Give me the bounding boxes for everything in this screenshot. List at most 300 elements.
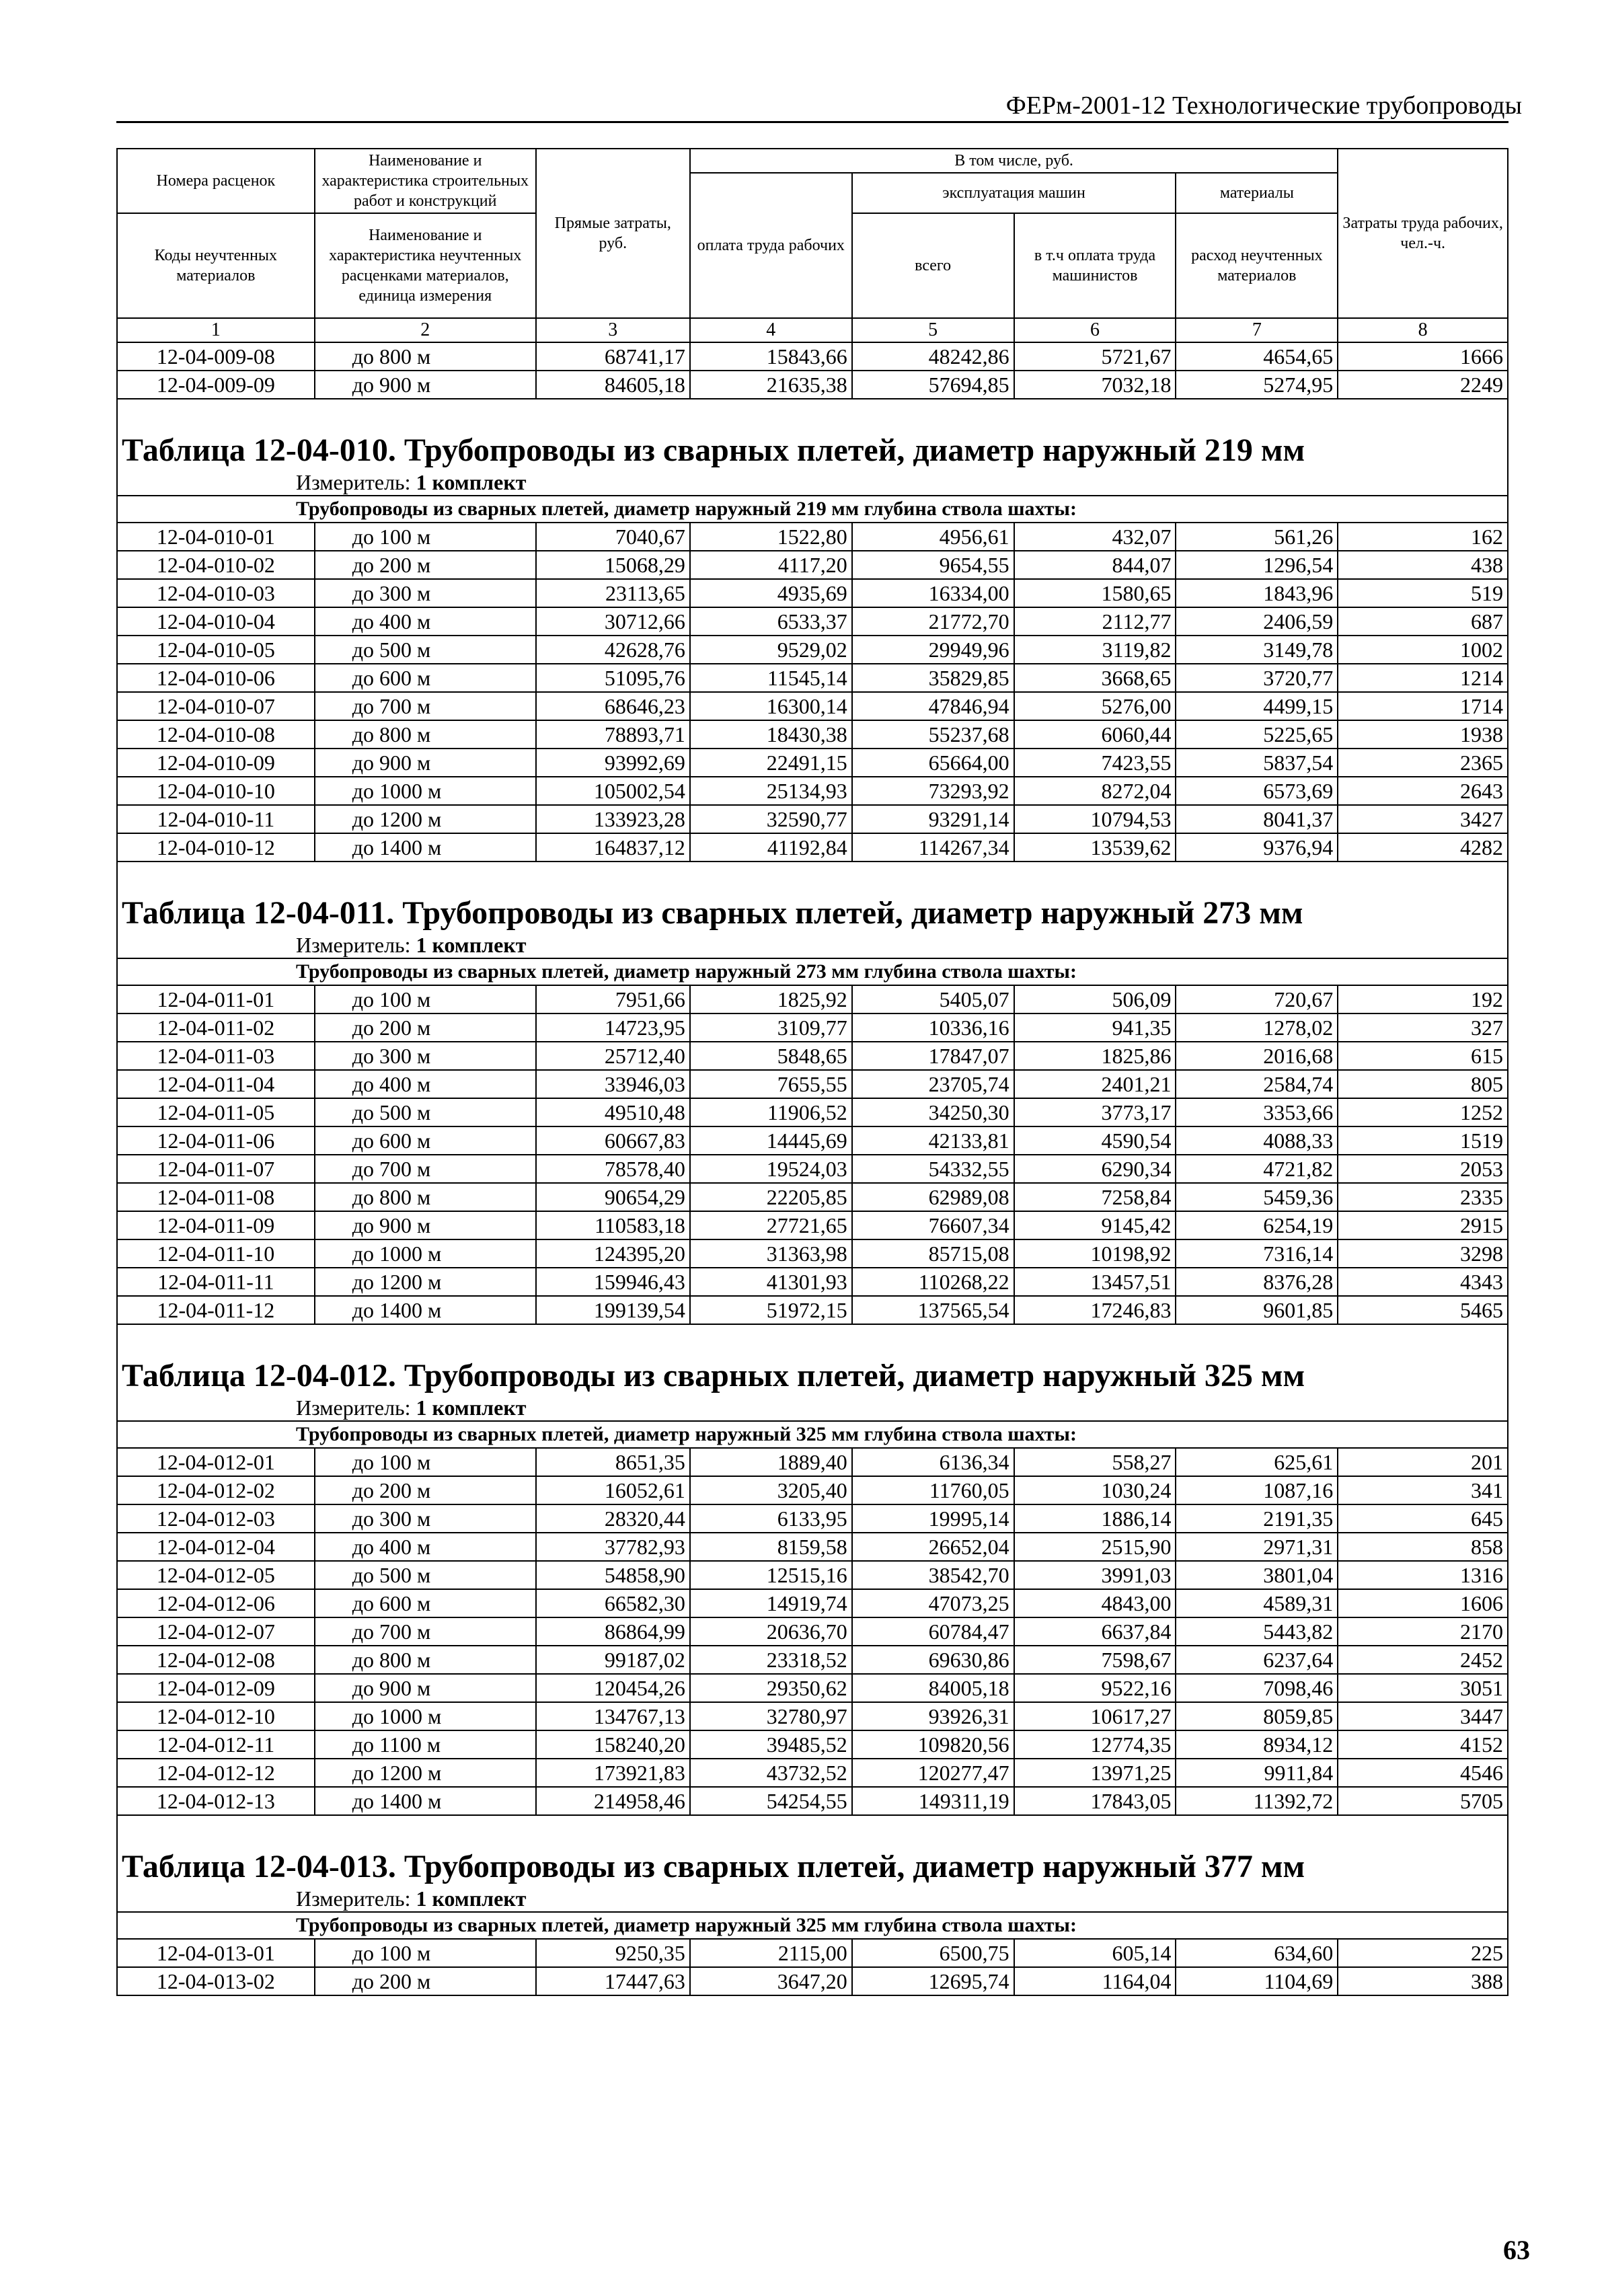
column-number: 4	[690, 318, 852, 342]
value-cell: 99187,02	[536, 1646, 690, 1674]
value-cell: 93291,14	[852, 805, 1014, 833]
rate-code-cell: 12-04-010-01	[117, 523, 315, 551]
value-cell: 149311,19	[852, 1787, 1014, 1815]
table-row	[117, 833, 1508, 862]
value-cell: 16334,00	[852, 579, 1014, 607]
value-cell: 41192,84	[690, 833, 852, 862]
value-cell: 1843,96	[1176, 579, 1338, 607]
table-row	[117, 1787, 1508, 1815]
header-direct-costs: Прямые затраты, руб.	[536, 149, 690, 318]
value-cell: 90654,29	[536, 1183, 690, 1211]
value-cell: 4956,61	[852, 523, 1014, 551]
value-cell: 29350,62	[690, 1674, 852, 1702]
value-cell: 78578,40	[536, 1155, 690, 1183]
value-cell: 3720,77	[1176, 664, 1338, 692]
section-row	[117, 1912, 1508, 1939]
value-cell: 432,07	[1014, 523, 1176, 551]
value-cell: 93992,69	[536, 749, 690, 777]
unit-cell	[117, 1886, 1508, 1912]
section-heading: Трубопроводы из сварных плетей, диаметр наружный 219 мм глубина ствола шахты:	[117, 496, 1508, 523]
value-cell: 35829,85	[852, 664, 1014, 692]
value-cell: 43732,52	[690, 1759, 852, 1787]
value-cell: 1606	[1338, 1589, 1508, 1617]
unit-value: 1 комплект	[416, 1886, 527, 1911]
value-cell: 506,09	[1014, 985, 1176, 1013]
value-cell: 42628,76	[536, 636, 690, 664]
value-cell: 4654,65	[1176, 342, 1338, 371]
value-cell: 4152	[1338, 1730, 1508, 1759]
value-cell: 57694,85	[852, 371, 1014, 399]
table-row	[117, 1533, 1508, 1561]
value-cell: 32780,97	[690, 1702, 852, 1730]
value-cell: 12695,74	[852, 1967, 1014, 1995]
value-cell: 1519	[1338, 1126, 1508, 1155]
value-cell: 3205,40	[690, 1476, 852, 1504]
rate-code-cell: 12-04-010-03	[117, 579, 315, 607]
value-cell: 14445,69	[690, 1126, 852, 1155]
rate-code-cell: 12-04-012-01	[117, 1448, 315, 1476]
value-cell: 17246,83	[1014, 1296, 1176, 1324]
rate-code-cell: 12-04-011-12	[117, 1296, 315, 1324]
table-row	[117, 579, 1508, 607]
value-cell: 3051	[1338, 1674, 1508, 1702]
value-cell: 42133,81	[852, 1126, 1014, 1155]
value-cell: 7098,46	[1176, 1674, 1338, 1702]
table-row	[117, 1617, 1508, 1646]
table-row	[117, 1702, 1508, 1730]
value-cell: 13539,62	[1014, 833, 1176, 862]
value-cell: 66582,30	[536, 1589, 690, 1617]
table-row	[117, 1730, 1508, 1759]
table-row	[117, 1476, 1508, 1504]
value-cell: 3109,77	[690, 1013, 852, 1042]
value-cell: 2584,74	[1176, 1070, 1338, 1098]
value-cell: 164837,12	[536, 833, 690, 862]
value-cell: 12515,16	[690, 1561, 852, 1589]
column-number: 8	[1338, 318, 1508, 342]
value-cell: 4935,69	[690, 579, 852, 607]
depth-cell: до 1000 м	[315, 1239, 536, 1268]
table-row	[117, 523, 1508, 551]
value-cell: 134767,13	[536, 1702, 690, 1730]
value-cell: 34250,30	[852, 1098, 1014, 1126]
column-numbers-row	[117, 318, 1508, 342]
value-cell: 5848,65	[690, 1042, 852, 1070]
value-cell: 173921,83	[536, 1759, 690, 1787]
value-cell: 7316,14	[1176, 1239, 1338, 1268]
value-cell: 4088,33	[1176, 1126, 1338, 1155]
value-cell: 844,07	[1014, 551, 1176, 579]
value-cell: 605,14	[1014, 1939, 1176, 1967]
value-cell: 51095,76	[536, 664, 690, 692]
value-cell: 5465	[1338, 1296, 1508, 1324]
value-cell: 615	[1338, 1042, 1508, 1070]
table-row	[117, 1589, 1508, 1617]
table-row	[117, 1504, 1508, 1533]
depth-cell: до 200 м	[315, 1476, 536, 1504]
price-table	[116, 148, 1508, 1996]
depth-cell: до 400 м	[315, 607, 536, 636]
value-cell: 1104,69	[1176, 1967, 1338, 1995]
table-row	[117, 1268, 1508, 1296]
value-cell: 1296,54	[1176, 551, 1338, 579]
value-cell: 5274,95	[1176, 371, 1338, 399]
value-cell: 214958,46	[536, 1787, 690, 1815]
value-cell: 8376,28	[1176, 1268, 1338, 1296]
unit-row	[117, 469, 1508, 496]
depth-cell: до 1400 м	[315, 1787, 536, 1815]
table-row	[117, 1967, 1508, 1995]
value-cell: 19524,03	[690, 1155, 852, 1183]
section-heading: Трубопроводы из сварных плетей, диаметр наружный 325 мм глубина ствола шахты:	[117, 1421, 1508, 1448]
depth-cell: до 200 м	[315, 551, 536, 579]
table-row	[117, 1561, 1508, 1589]
value-cell: 2643	[1338, 777, 1508, 805]
value-cell: 84005,18	[852, 1674, 1014, 1702]
value-cell: 29949,96	[852, 636, 1014, 664]
table-row	[117, 1448, 1508, 1476]
depth-cell: до 400 м	[315, 1070, 536, 1098]
value-cell: 561,26	[1176, 523, 1338, 551]
table-row	[117, 1646, 1508, 1674]
table-row	[117, 342, 1508, 371]
table-title-row	[117, 862, 1508, 932]
unit-row	[117, 1886, 1508, 1912]
rate-code-cell: 12-04-011-03	[117, 1042, 315, 1070]
header-row-1	[117, 149, 1508, 173]
value-cell: 114267,34	[852, 833, 1014, 862]
value-cell: 1825,86	[1014, 1042, 1176, 1070]
value-cell: 388	[1338, 1967, 1508, 1995]
table-row	[117, 664, 1508, 692]
value-cell: 192	[1338, 985, 1508, 1013]
table-row	[117, 692, 1508, 720]
depth-cell: до 1000 м	[315, 777, 536, 805]
value-cell: 9145,42	[1014, 1211, 1176, 1239]
rate-code-cell: 12-04-011-10	[117, 1239, 315, 1268]
value-cell: 21772,70	[852, 607, 1014, 636]
depth-cell: до 800 м	[315, 720, 536, 749]
value-cell: 54254,55	[690, 1787, 852, 1815]
value-cell: 9250,35	[536, 1939, 690, 1967]
table-row	[117, 1296, 1508, 1324]
value-cell: 33946,03	[536, 1070, 690, 1098]
value-cell: 4589,31	[1176, 1589, 1338, 1617]
value-cell: 2115,00	[690, 1939, 852, 1967]
value-cell: 1580,65	[1014, 579, 1176, 607]
section-row	[117, 958, 1508, 985]
value-cell: 76607,34	[852, 1211, 1014, 1239]
rate-code-cell: 12-04-011-01	[117, 985, 315, 1013]
value-cell: 9522,16	[1014, 1674, 1176, 1702]
rate-code-cell: 12-04-010-06	[117, 664, 315, 692]
value-cell: 5225,65	[1176, 720, 1338, 749]
running-header: ФЕРм-2001-12 Технологические трубопроводы	[1005, 91, 1522, 120]
table-title: Таблица 12-04-013. Трубопроводы из сварных плетей, диаметр наружный 377 мм	[122, 1849, 1305, 1884]
value-cell: 110268,22	[852, 1268, 1014, 1296]
depth-cell: до 600 м	[315, 1589, 536, 1617]
rate-code-cell: 12-04-010-07	[117, 692, 315, 720]
table-row	[117, 1211, 1508, 1239]
value-cell: 41301,93	[690, 1268, 852, 1296]
value-cell: 558,27	[1014, 1448, 1176, 1476]
depth-cell: до 900 м	[315, 1211, 536, 1239]
value-cell: 39485,52	[690, 1730, 852, 1759]
depth-cell: до 200 м	[315, 1013, 536, 1042]
depth-cell: до 1200 м	[315, 1759, 536, 1787]
rate-code-cell: 12-04-012-04	[117, 1533, 315, 1561]
value-cell: 133923,28	[536, 805, 690, 833]
value-cell: 137565,54	[852, 1296, 1014, 1324]
value-cell: 30712,66	[536, 607, 690, 636]
value-cell: 16300,14	[690, 692, 852, 720]
value-cell: 11906,52	[690, 1098, 852, 1126]
table-row	[117, 1126, 1508, 1155]
value-cell: 2191,35	[1176, 1504, 1338, 1533]
value-cell: 6533,37	[690, 607, 852, 636]
value-cell: 4843,00	[1014, 1589, 1176, 1617]
unit-cell	[117, 469, 1508, 496]
table-row	[117, 985, 1508, 1013]
rate-code-cell: 12-04-011-06	[117, 1126, 315, 1155]
depth-cell: до 400 м	[315, 1533, 536, 1561]
rate-code-cell: 12-04-012-02	[117, 1476, 315, 1504]
value-cell: 3668,65	[1014, 664, 1176, 692]
depth-cell: до 1400 м	[315, 833, 536, 862]
value-cell: 13971,25	[1014, 1759, 1176, 1787]
rate-code-cell: 12-04-012-09	[117, 1674, 315, 1702]
depth-cell: до 900 м	[315, 749, 536, 777]
column-number: 1	[117, 318, 315, 342]
value-cell: 12774,35	[1014, 1730, 1176, 1759]
value-cell: 11545,14	[690, 664, 852, 692]
value-cell: 3298	[1338, 1239, 1508, 1268]
header-materials: материалы	[1176, 173, 1338, 213]
rate-code-cell: 12-04-012-06	[117, 1589, 315, 1617]
table-row	[117, 777, 1508, 805]
table-row	[117, 551, 1508, 579]
value-cell: 110583,18	[536, 1211, 690, 1239]
value-cell: 11392,72	[1176, 1787, 1338, 1815]
value-cell: 55237,68	[852, 720, 1014, 749]
value-cell: 10617,27	[1014, 1702, 1176, 1730]
table-title-cell	[117, 1324, 1508, 1395]
value-cell: 1214	[1338, 664, 1508, 692]
value-cell: 10336,16	[852, 1013, 1014, 1042]
value-cell: 341	[1338, 1476, 1508, 1504]
table-row	[117, 1098, 1508, 1126]
value-cell: 17447,63	[536, 1967, 690, 1995]
depth-cell: до 1000 м	[315, 1702, 536, 1730]
value-cell: 37782,93	[536, 1533, 690, 1561]
value-cell: 9911,84	[1176, 1759, 1338, 1787]
table-row	[117, 720, 1508, 749]
rate-code-cell: 12-04-011-09	[117, 1211, 315, 1239]
depth-cell: до 900 м	[315, 1674, 536, 1702]
value-cell: 7258,84	[1014, 1183, 1176, 1211]
value-cell: 1252	[1338, 1098, 1508, 1126]
section-heading: Трубопроводы из сварных плетей, диаметр наружный 273 мм глубина ствола шахты:	[117, 958, 1508, 985]
value-cell: 84605,18	[536, 371, 690, 399]
value-cell: 47073,25	[852, 1589, 1014, 1617]
value-cell: 73293,92	[852, 777, 1014, 805]
value-cell: 4343	[1338, 1268, 1508, 1296]
value-cell: 2406,59	[1176, 607, 1338, 636]
value-cell: 1030,24	[1014, 1476, 1176, 1504]
rate-code-cell: 12-04-010-04	[117, 607, 315, 636]
rate-code-cell: 12-04-013-01	[117, 1939, 315, 1967]
value-cell: 2365	[1338, 749, 1508, 777]
value-cell: 4546	[1338, 1759, 1508, 1787]
value-cell: 14723,95	[536, 1013, 690, 1042]
table-title: Таблица 12-04-012. Трубопроводы из сварных плетей, диаметр наружный 325 мм	[122, 1358, 1305, 1393]
value-cell: 1666	[1338, 342, 1508, 371]
value-cell: 32590,77	[690, 805, 852, 833]
depth-cell: до 500 м	[315, 1098, 536, 1126]
depth-cell: до 100 м	[315, 1939, 536, 1967]
table-title-row	[117, 399, 1508, 469]
value-cell: 7655,55	[690, 1070, 852, 1098]
value-cell: 9601,85	[1176, 1296, 1338, 1324]
value-cell: 3119,82	[1014, 636, 1176, 664]
value-cell: 2249	[1338, 371, 1508, 399]
value-cell: 48242,86	[852, 342, 1014, 371]
value-cell: 19995,14	[852, 1504, 1014, 1533]
table-title: Таблица 12-04-011. Трубопроводы из сварных плетей, диаметр наружный 273 мм	[122, 895, 1303, 931]
value-cell: 519	[1338, 579, 1508, 607]
depth-cell: до 300 м	[315, 579, 536, 607]
value-cell: 1886,14	[1014, 1504, 1176, 1533]
table-row	[117, 607, 1508, 636]
value-cell: 10198,92	[1014, 1239, 1176, 1268]
value-cell: 6254,19	[1176, 1211, 1338, 1239]
value-cell: 201	[1338, 1448, 1508, 1476]
value-cell: 10794,53	[1014, 805, 1176, 833]
table-row	[117, 1239, 1508, 1268]
depth-cell: до 800 м	[315, 1646, 536, 1674]
value-cell: 6060,44	[1014, 720, 1176, 749]
unit-label: Измеритель:	[296, 933, 411, 957]
value-cell: 2401,21	[1014, 1070, 1176, 1098]
column-number: 7	[1176, 318, 1338, 342]
section-row	[117, 496, 1508, 523]
value-cell: 60667,83	[536, 1126, 690, 1155]
depth-cell: до 100 м	[315, 523, 536, 551]
rate-code-cell: 12-04-010-05	[117, 636, 315, 664]
value-cell: 2112,77	[1014, 607, 1176, 636]
header-material-names: Наименование и характеристика неучтенных расценками материалов, единица измерения	[315, 213, 536, 318]
depth-cell: до 700 м	[315, 692, 536, 720]
header-labor-hours: Затраты труда рабочих, чел.-ч.	[1338, 149, 1508, 318]
value-cell: 26652,04	[852, 1533, 1014, 1561]
rate-code-cell: 12-04-010-12	[117, 833, 315, 862]
value-cell: 85715,08	[852, 1239, 1014, 1268]
value-cell: 6290,34	[1014, 1155, 1176, 1183]
rate-code-cell: 12-04-011-04	[117, 1070, 315, 1098]
value-cell: 68646,23	[536, 692, 690, 720]
value-cell: 2053	[1338, 1155, 1508, 1183]
value-cell: 1278,02	[1176, 1013, 1338, 1042]
table-row	[117, 1013, 1508, 1042]
value-cell: 18430,38	[690, 720, 852, 749]
value-cell: 51972,15	[690, 1296, 852, 1324]
value-cell: 6573,69	[1176, 777, 1338, 805]
table-body	[117, 149, 1508, 1995]
rate-code-cell: 12-04-012-07	[117, 1617, 315, 1646]
rate-code-cell: 12-04-012-13	[117, 1787, 315, 1815]
value-cell: 4282	[1338, 833, 1508, 862]
value-cell: 31363,98	[690, 1239, 852, 1268]
unit-label: Измеритель:	[296, 1886, 411, 1911]
rate-code-cell: 12-04-011-08	[117, 1183, 315, 1211]
rate-code-cell: 12-04-009-09	[117, 371, 315, 399]
value-cell: 2335	[1338, 1183, 1508, 1211]
value-cell: 20636,70	[690, 1617, 852, 1646]
value-cell: 54332,55	[852, 1155, 1014, 1183]
value-cell: 2515,90	[1014, 1533, 1176, 1561]
value-cell: 3801,04	[1176, 1561, 1338, 1589]
table-row	[117, 1070, 1508, 1098]
value-cell: 109820,56	[852, 1730, 1014, 1759]
table-row	[117, 1042, 1508, 1070]
value-cell: 62989,08	[852, 1183, 1014, 1211]
value-cell: 120454,26	[536, 1674, 690, 1702]
table-title-cell	[117, 1815, 1508, 1886]
value-cell: 1002	[1338, 636, 1508, 664]
value-cell: 805	[1338, 1070, 1508, 1098]
table-row	[117, 1674, 1508, 1702]
column-number: 5	[852, 318, 1014, 342]
depth-cell: до 200 м	[315, 1967, 536, 1995]
unit-label: Измеритель:	[296, 1395, 411, 1420]
value-cell: 5837,54	[1176, 749, 1338, 777]
value-cell: 2170	[1338, 1617, 1508, 1646]
header-machines: эксплуатация машин	[852, 173, 1176, 213]
depth-cell: до 1100 м	[315, 1730, 536, 1759]
value-cell: 60784,47	[852, 1617, 1014, 1646]
header-rate-numbers: Номера расценок	[117, 149, 315, 213]
page-number: 63	[1503, 2235, 1530, 2265]
value-cell: 4499,15	[1176, 692, 1338, 720]
table-row	[117, 636, 1508, 664]
header-machinists-pay: в т.ч оплата труда машинистов	[1014, 213, 1176, 318]
depth-cell: до 1200 м	[315, 805, 536, 833]
unit-value: 1 комплект	[416, 470, 527, 494]
rate-code-cell: 12-04-012-11	[117, 1730, 315, 1759]
rate-code-cell: 12-04-010-09	[117, 749, 315, 777]
value-cell: 23318,52	[690, 1646, 852, 1674]
value-cell: 49510,48	[536, 1098, 690, 1126]
value-cell: 54858,90	[536, 1561, 690, 1589]
value-cell: 68741,17	[536, 342, 690, 371]
header-material-usage: расход неучтенных материалов	[1176, 213, 1338, 318]
value-cell: 327	[1338, 1013, 1508, 1042]
header-machines-total: всего	[852, 213, 1014, 318]
column-number: 2	[315, 318, 536, 342]
rate-code-cell: 12-04-012-12	[117, 1759, 315, 1787]
value-cell: 225	[1338, 1939, 1508, 1967]
value-cell: 23113,65	[536, 579, 690, 607]
header-workers-pay: оплата труда рабочих	[690, 173, 852, 318]
value-cell: 8159,58	[690, 1533, 852, 1561]
value-cell: 38542,70	[852, 1561, 1014, 1589]
table-title-cell	[117, 862, 1508, 932]
depth-cell: до 600 м	[315, 664, 536, 692]
value-cell: 120277,47	[852, 1759, 1014, 1787]
rate-code-cell: 12-04-011-05	[117, 1098, 315, 1126]
rate-code-cell: 12-04-010-02	[117, 551, 315, 579]
value-cell: 1522,80	[690, 523, 852, 551]
